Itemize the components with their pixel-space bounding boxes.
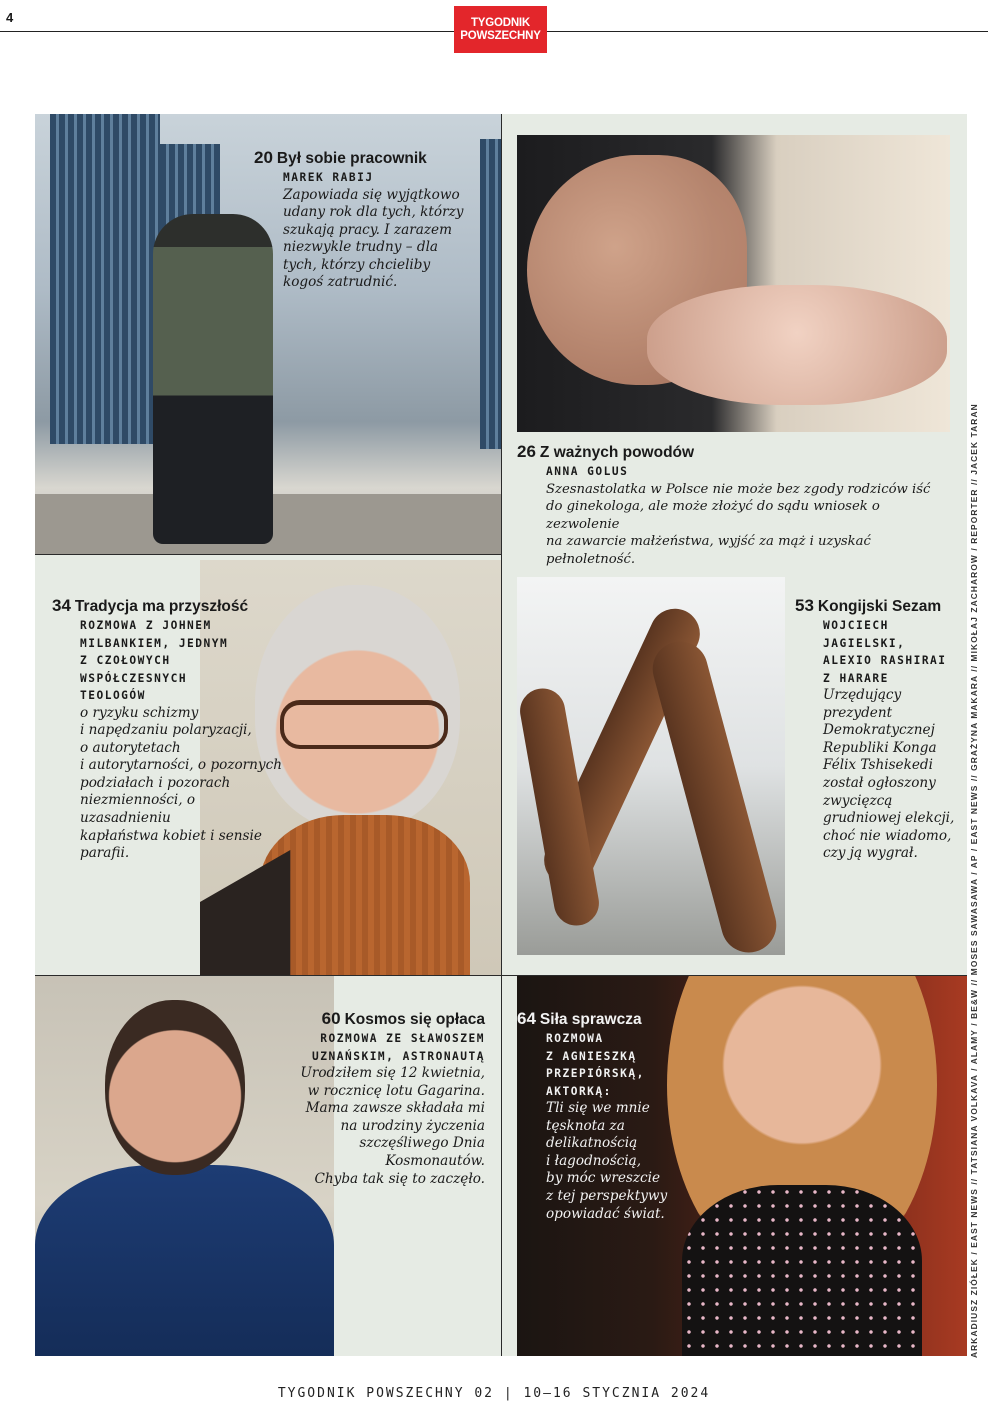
lead-line: Kosmonautów. <box>385 1152 485 1169</box>
byline: Z HARARE <box>823 671 889 685</box>
byline: Z CZOŁOWYCH <box>80 654 171 667</box>
page-number: 4 <box>6 10 14 25</box>
article-64[interactable] <box>517 1009 677 1223</box>
lead-line: choć nie wiadomo, <box>823 827 952 844</box>
lead-line: tych, którzy chcieliby <box>283 256 431 273</box>
lead-line: niezmienności, o uzasadnieniu <box>80 792 196 827</box>
article-page-number: 20 <box>254 148 273 167</box>
article-title: Tradycja ma przyszłość <box>74 598 249 615</box>
lead-line: zwycięzcą <box>823 792 893 809</box>
byline: PRZEPIÓRSKĄ, <box>546 1067 645 1080</box>
byline: ANNA GOLUS <box>546 465 629 478</box>
lead-line: Szesnastolatka w Polsce nie może bez zgody rodziców iść <box>546 481 931 497</box>
lead-line: o ryzyku schizmy <box>80 704 199 721</box>
byline: TEOLOGÓW <box>80 689 146 702</box>
lead-line: Republiki Konga <box>823 739 937 756</box>
byline: ROZMOWA Z JOHNEM <box>80 619 212 632</box>
lead-line: udany rok dla tych, którzy <box>283 204 464 221</box>
lead-line: delikatnością <box>546 1135 638 1152</box>
lead-line: o autorytetach <box>80 739 181 756</box>
logo-line-2: POWSZECHNY <box>460 29 541 42</box>
byline: JAGIELSKI, <box>823 636 906 650</box>
lead-line: niezwykle trudny – dla <box>283 239 439 256</box>
lead-line: został ogłoszony <box>823 774 936 791</box>
wedding-hands-photo <box>517 135 950 432</box>
article-60[interactable] <box>280 1009 485 1188</box>
photo-credits: ARKADIUSZ ZIÓŁEK / EAST NEWS // TATSIANA VOLKAVA / ALAMY / BE&W // MOSES SAWASAWA / AP / EAST NEWS // GRAŻYNA MAKARA // MIKOŁAJ ZACHAROW / REPORTER // JACEK TARAN <box>969 403 979 1358</box>
lead-line: parafii. <box>80 845 130 862</box>
article-title: Z ważnych powodów <box>539 444 695 461</box>
lead-line: Zapowiada się wyjątkowo <box>283 186 460 203</box>
byline: ROZMOWA ZE SŁAWOSZEM <box>320 1032 485 1045</box>
byline: MAREK RABIJ <box>283 171 374 184</box>
lead-line: szukają pracy. I zarazem <box>283 221 452 238</box>
article-34[interactable] <box>52 596 282 863</box>
lead-line: Tli się we mnie <box>546 1100 650 1116</box>
lead-line: szczęśliwego Dnia <box>359 1135 485 1152</box>
page-footer: TYGODNIK POWSZECHNY 02 | 10–16 STYCZNIA 2024 <box>277 1386 711 1401</box>
byline: ROZMOWA <box>546 1032 604 1045</box>
lead-line: Chyba tak się to zaczęło. <box>314 1170 485 1187</box>
lead-line: prezydent <box>823 704 893 721</box>
grid-divider-vertical <box>501 114 502 1356</box>
lead-line: w rocznicę lotu Gagarina. <box>307 1082 485 1099</box>
byline: MILBANKIEM, JEDNYM <box>80 636 229 650</box>
lead-line: grudniowej elekcji, <box>823 810 955 827</box>
rally-photo <box>517 577 785 955</box>
article-title: Był sobie pracownik <box>276 150 427 167</box>
lead-line: tęsknota za <box>546 1117 625 1134</box>
lead-line: Mama zawsze składała mi <box>305 1100 485 1117</box>
article-53[interactable] <box>795 596 965 863</box>
lead-line: z tej perspektywy <box>546 1187 668 1204</box>
article-26[interactable] <box>517 442 957 568</box>
grid-divider-horizontal-2 <box>35 975 967 976</box>
lead-line: Félix Tshisekedi <box>823 757 933 774</box>
article-page-number: 53 <box>795 596 814 615</box>
grid-divider-horizontal-1 <box>35 554 501 555</box>
lead-line: Urodziłem się 12 kwietnia, <box>300 1065 485 1081</box>
lead-line: i napędzaniu polaryzacji, <box>80 722 252 739</box>
logo-line-1: TYGODNIK <box>470 16 531 29</box>
lead-line: kogoś zatrudnić. <box>283 274 398 291</box>
lead-line: na urodziny życzenia <box>340 1117 485 1134</box>
article-title: Kongijski Sezam <box>817 598 942 615</box>
byline: AKTORKĄ: <box>546 1084 612 1098</box>
lead-line: opowiadać świat. <box>546 1205 665 1222</box>
article-page-number: 34 <box>52 596 71 615</box>
lead-line: do ginekologa, ale może złożyć do sądu wniosek o zezwolenie <box>546 499 880 532</box>
lead-line: czy ją wygrał. <box>823 845 918 862</box>
lead-line: kapłaństwa kobiet i sensie <box>80 827 262 844</box>
byline: WSPÓŁCZESNYCH <box>80 671 188 685</box>
lead-line: podziałach i pozorach <box>80 774 231 791</box>
byline: ALEXIO RASHIRAI <box>823 654 947 667</box>
article-page-number: 26 <box>517 442 536 461</box>
byline: WOJCIECH <box>823 619 889 632</box>
lead-line: Urzędujący <box>823 687 902 703</box>
magazine-logo <box>454 6 547 53</box>
article-title: Kosmos się opłaca <box>344 1011 485 1028</box>
byline: UZNAŃSKIM, ASTRONAUTĄ <box>312 1049 485 1063</box>
lead-line: i łagodnością, <box>546 1152 642 1169</box>
lead-line: Demokratycznej <box>823 722 935 739</box>
article-20[interactable] <box>254 148 469 292</box>
byline: Z AGNIESZKĄ <box>546 1049 637 1063</box>
article-page-number: 64 <box>517 1009 536 1028</box>
lead-line: by móc wreszcie <box>546 1170 661 1187</box>
lead-line: i autorytarności, o pozornych <box>80 757 282 774</box>
article-page-number: 60 <box>321 1009 341 1028</box>
article-title: Siła sprawcza <box>539 1011 642 1028</box>
lead-line: na zawarcie małżeństwa, wyjść za mąż i uzyskać pełnoletność. <box>546 534 871 567</box>
